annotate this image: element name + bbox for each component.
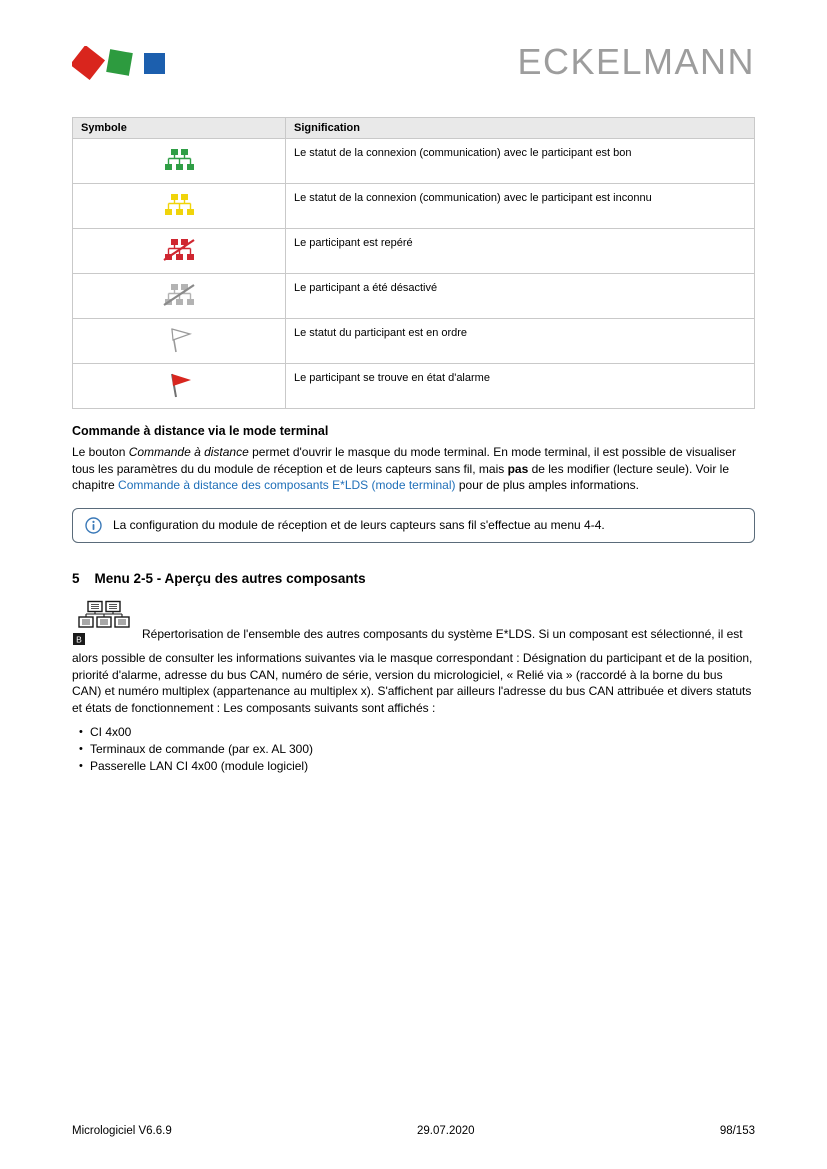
- paragraph-text: Le bouton: [72, 445, 129, 459]
- flag-outline-icon: [165, 327, 193, 353]
- section-5-heading: [72, 571, 755, 586]
- other-components-icon: [72, 600, 134, 651]
- symbol-cell: [73, 184, 286, 229]
- list-item: • Passerelle LAN CI 4x00 (module logiciel): [72, 758, 755, 775]
- paragraph-text: de les modifier (lecture seule). Voir le chapitre: [72, 461, 730, 492]
- chapter-link[interactable]: Commande à distance des composants E*LDS (mode terminal): [118, 478, 456, 492]
- network-status-gray-crossed-icon: [161, 283, 197, 307]
- table-row: [73, 139, 755, 184]
- table-row: [73, 229, 755, 274]
- signification-cell: Le statut du participant est en ordre: [286, 319, 755, 364]
- remote-section-heading: Commande à distance via le mode terminal: [72, 424, 329, 438]
- column-header-symbole: Symbole: [73, 118, 286, 139]
- table-row: [73, 184, 755, 229]
- paragraph-text: pour de plus amples informations.: [455, 478, 639, 492]
- symbol-cell: [73, 364, 286, 409]
- signification-cell: Le statut de la connexion (communication) avec le participant est inconnu: [286, 184, 755, 229]
- signification-cell: Le participant se trouve en état d'alarme: [286, 364, 755, 409]
- signification-cell: Le participant a été désactivé: [286, 274, 755, 319]
- table-row: [73, 319, 755, 364]
- page-content: [0, 117, 827, 775]
- components-paragraph: [72, 600, 755, 717]
- svg-text:B: B: [76, 634, 82, 644]
- eckelmann-logo-icon: [72, 46, 176, 87]
- section-number: 5: [72, 570, 80, 586]
- footer-date: 29.07.2020: [416, 1125, 475, 1137]
- page-footer: [72, 1125, 755, 1137]
- remote-button-name: Commande à distance: [128, 445, 249, 459]
- list-item: • CI 4x00: [72, 724, 755, 741]
- symbol-table: [72, 117, 755, 409]
- flag-red-icon: [165, 372, 193, 398]
- paragraph-text: permet d'ouvrir le masque du mode terminal. En mode terminal, il est possible de visualiser tous les paramètres du du module de réception et de leurs capteurs sans fil, mais: [72, 445, 736, 476]
- list-item: • Terminaux de commande (par ex. AL 300): [72, 741, 755, 758]
- footer-version: Micrologiciel V6.6.9: [72, 1125, 172, 1137]
- signification-cell: Le statut de la connexion (communication) avec le participant est bon: [286, 139, 755, 184]
- brand-wordmark: ECKELMANN: [517, 41, 755, 82]
- info-note-box: [72, 508, 755, 543]
- components-list: [72, 724, 755, 775]
- network-status-green-icon: [161, 148, 197, 172]
- signification-cell: Le participant est repéré: [286, 229, 755, 274]
- symbol-cell: [73, 319, 286, 364]
- network-status-yellow-icon: [161, 193, 197, 217]
- section-title: Menu 2-5 - Aperçu des autres composants: [94, 570, 366, 586]
- symbol-cell: [73, 274, 286, 319]
- page-header: [0, 0, 827, 87]
- table-row: [73, 364, 755, 409]
- network-status-red-crossed-icon: [161, 238, 197, 262]
- components-paragraph-text: Répertorisation de l'ensemble des autres composants du système E*LDS. Si un composant est sélectionné, il est alors possible de consulter les informations suivantes via le masque correspondant : Désignation du participant et de la position, priorité d'alarme, adresse du bus CAN, numéro de série, version du micrologiciel, « Relié via » (raccordé à la borne du bus CAN) et numéro multiplex (appartenance au multiplex x). S'affichent par ailleurs l'adresse du bus CAN attribuée et divers statuts et états de fonctionnement : Les composants suivants sont affichés :: [72, 626, 753, 715]
- remote-section-paragraph: [72, 444, 755, 494]
- symbol-cell: [73, 139, 286, 184]
- footer-page-number: 98/153: [719, 1125, 755, 1137]
- column-header-signification: Signification: [286, 118, 755, 139]
- info-note-text: La configuration du module de réception et de leurs capteurs sans fil s'effectue au menu 4-4.: [113, 517, 605, 532]
- table-header-row: [73, 118, 755, 139]
- emphasis-pas: pas: [507, 461, 529, 476]
- table-row: [73, 274, 755, 319]
- info-icon: [85, 517, 102, 534]
- symbol-cell: [73, 229, 286, 274]
